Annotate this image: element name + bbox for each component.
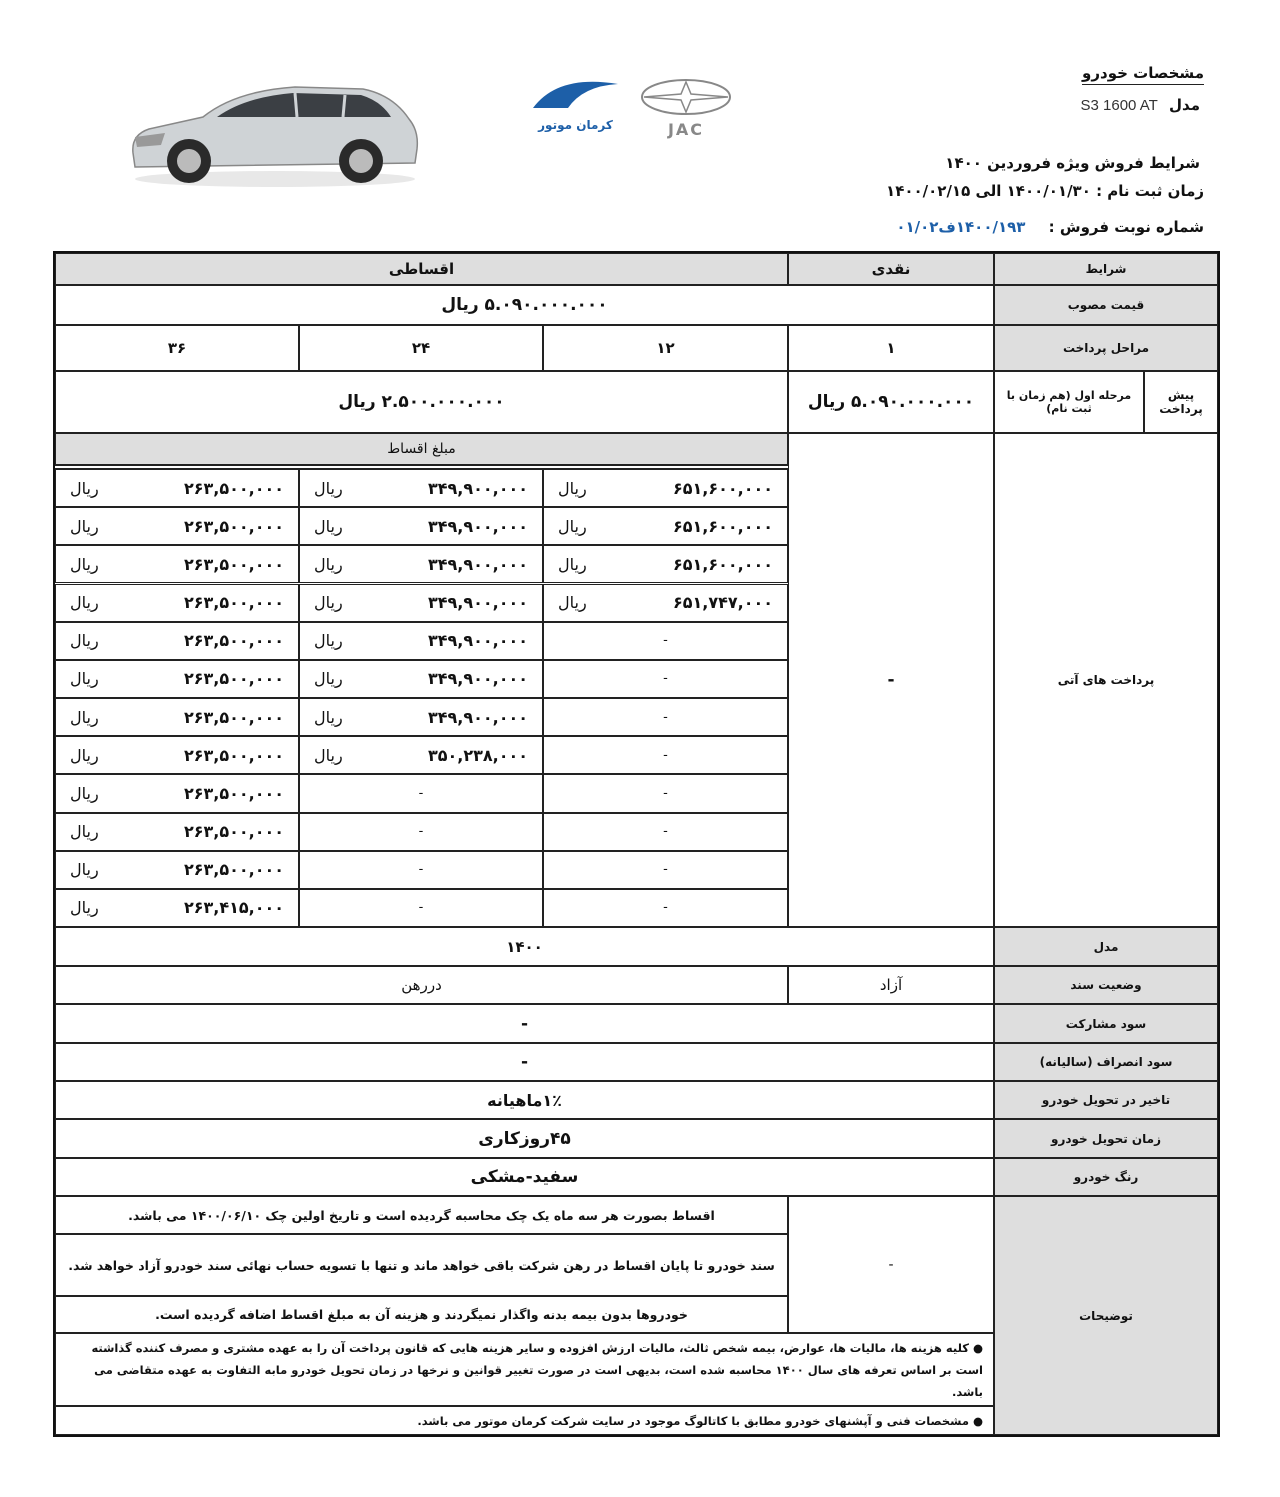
sale-number-label: شماره نوبت فروش : — [1048, 218, 1204, 236]
currency-label: ریال — [314, 478, 343, 498]
currency-label: ریال — [558, 516, 587, 536]
installment-amount: ۳۵۰,۲۳۸,۰۰۰ — [427, 745, 528, 765]
cancel-value: - — [55, 1043, 994, 1081]
currency-label: ریال — [70, 822, 99, 842]
installment-col24-row — [299, 622, 543, 660]
note-insurance: خودروها بدون بیمه بدنه واگذار نمیگردند و هزینه آن به مبلغ اقساط اضافه گردیده است. — [55, 1296, 788, 1333]
installment-col36-row — [55, 507, 299, 545]
first-stage-label: مرحله اول (هم زمان با ثبت نام) — [994, 371, 1144, 433]
installment-col36-row — [55, 698, 299, 736]
delay-value: ۱٪ماهیانه — [55, 1081, 994, 1119]
installment-col24-row — [299, 698, 543, 736]
stage-1: ۱ — [788, 325, 994, 371]
cash-header: نقدی — [788, 253, 994, 285]
model-label: مدل — [1169, 96, 1200, 114]
model-row-value: ۱۴۰۰ — [55, 927, 994, 966]
installment-col24-row — [299, 507, 543, 545]
installment-col36-row — [55, 622, 299, 660]
installment-amount: ۲۶۳,۵۰۰,۰۰۰ — [183, 745, 284, 765]
doc-installment: دررهن — [55, 966, 788, 1004]
model-line — [1081, 96, 1200, 114]
installment-col24-row — [299, 584, 543, 622]
installment-col36-row — [55, 736, 299, 774]
jac-logo — [636, 78, 736, 138]
installment-empty: - — [299, 851, 543, 889]
conditions-table — [53, 251, 1220, 1437]
installment-col12-row — [543, 469, 788, 507]
note-document: سند خودرو تا پایان اقساط در رهن شرکت باقی خواهد ماند و تنها با تسویه حساب نهائی سند خودرو آزاد خواهد شد. — [55, 1234, 788, 1296]
prepay-label: پیش پرداخت — [1144, 371, 1218, 433]
registration-period: زمان ثبت نام : ۱۴۰۰/۰۱/۳۰ الی ۱۴۰۰/۰۲/۱۵ — [886, 182, 1204, 200]
installment-col24-row — [299, 736, 543, 774]
sale-number-line — [896, 218, 1204, 236]
doc-label: وضعیت سند — [994, 966, 1218, 1004]
currency-label: ریال — [70, 516, 99, 536]
installment-amount: ۶۵۱,۶۰۰,۰۰۰ — [672, 554, 773, 574]
installment-header: اقساطی — [55, 253, 788, 285]
installment-empty: - — [543, 660, 788, 698]
currency-label: ریال — [70, 783, 99, 803]
currency-label: ریال — [314, 745, 343, 765]
installment-col36-row — [55, 660, 299, 698]
installment-amount: ۳۴۹,۹۰۰,۰۰۰ — [427, 707, 528, 727]
color-label: رنگ خودرو — [994, 1158, 1218, 1196]
notes-label: توضیحات — [994, 1196, 1218, 1435]
installment-amount: ۲۶۳,۴۱۵,۰۰۰ — [183, 898, 284, 918]
installment-empty: - — [543, 851, 788, 889]
installment-empty: - — [299, 813, 543, 851]
installment-amount: ۲۶۳,۵۰۰,۰۰۰ — [183, 593, 284, 613]
currency-label: ریال — [70, 669, 99, 689]
first-stage-cash: ۵.۰۹۰.۰۰۰.۰۰۰ ریال — [788, 371, 994, 433]
installment-col36-row — [55, 545, 299, 583]
currency-label: ریال — [314, 669, 343, 689]
installment-amount: ۲۶۳,۵۰۰,۰۰۰ — [183, 631, 284, 651]
installment-empty: - — [543, 889, 788, 927]
installment-amount: ۳۴۹,۹۰۰,۰۰۰ — [427, 554, 528, 574]
installment-col36-row — [55, 851, 299, 889]
installment-amount: ۲۶۳,۵۰۰,۰۰۰ — [183, 669, 284, 689]
kerman-motor-logo — [528, 78, 623, 138]
installment-col36-row — [55, 469, 299, 507]
installment-empty: - — [299, 889, 543, 927]
installment-empty: - — [299, 774, 543, 812]
price-label: قیمت مصوب — [994, 285, 1218, 325]
color-value: سفید-مشکی — [55, 1158, 994, 1196]
jac-star-icon — [638, 78, 734, 116]
currency-label: ریال — [70, 478, 99, 498]
installment-amount: ۲۶۳,۵۰۰,۰۰۰ — [183, 822, 284, 842]
installment-col36-row — [55, 813, 299, 851]
installment-col36-row — [55, 889, 299, 927]
installment-amount: ۶۵۱,۶۰۰,۰۰۰ — [672, 478, 773, 498]
installment-amount: ۲۶۳,۵۰۰,۰۰۰ — [183, 478, 284, 498]
installment-col12-row — [543, 545, 788, 583]
sale-number-value: ۱۴۰۰/۱۹۳ف۰۱/۰۲ — [896, 218, 1026, 236]
installment-amount: ۶۵۱,۷۴۷,۰۰۰ — [672, 593, 773, 613]
installment-amount: ۲۶۳,۵۰۰,۰۰۰ — [183, 783, 284, 803]
stage-36: ۳۶ — [55, 325, 299, 371]
model-value: S3 1600 AT — [1080, 97, 1158, 114]
car-image — [125, 75, 425, 190]
currency-label: ریال — [70, 898, 99, 918]
kerman-logo-text: کرمان موتور — [538, 118, 613, 132]
currency-label: ریال — [314, 707, 343, 727]
future-payments-label: پرداخت های آتی — [994, 433, 1218, 927]
installment-col36-row — [55, 584, 299, 622]
kerman-wave-icon — [528, 78, 623, 114]
installment-col12-row — [543, 507, 788, 545]
installment-col24-row — [299, 469, 543, 507]
currency-label: ریال — [70, 554, 99, 574]
installment-col12-row — [543, 584, 788, 622]
currency-label: ریال — [314, 631, 343, 651]
installment-empty: - — [543, 774, 788, 812]
sale-conditions: شرایط فروش ویژه فروردین ۱۴۰۰ — [945, 154, 1200, 172]
installment-amount: ۳۴۹,۹۰۰,۰۰۰ — [427, 516, 528, 536]
stage-24: ۲۴ — [299, 325, 543, 371]
currency-label: ریال — [558, 478, 587, 498]
installment-empty: - — [543, 813, 788, 851]
installment-empty: - — [543, 736, 788, 774]
currency-label: ریال — [314, 593, 343, 613]
installment-amount: ۲۶۳,۵۰۰,۰۰۰ — [183, 516, 284, 536]
model-row-label: مدل — [994, 927, 1218, 966]
conditions-header: شرایط — [994, 253, 1218, 285]
cancel-label: سود انصراف (سالیانه) — [994, 1043, 1218, 1081]
installment-amount: ۶۵۱,۶۰۰,۰۰۰ — [672, 516, 773, 536]
currency-label: ریال — [70, 860, 99, 880]
currency-label: ریال — [70, 593, 99, 613]
profit-value: - — [55, 1004, 994, 1043]
footnote-costs: ● کلیه هزینه ها، مالیات ها، عوارض، بیمه شخص ثالث، مالیات ارزش افزوده و سایر هزینه هایی که قانون پرداخت آن را به عهده مشتری و مصرف کننده گذاشته است بر اساس تعرفه های سال ۱۴۰۰ محاسبه شده است، بدیهی است در صورت تغییر قوانین و نرخها در زمان تحویل خودرو مابه التفاوت به عهده متقاضی می باشد. — [55, 1333, 994, 1406]
installment-amount: ۳۴۹,۹۰۰,۰۰۰ — [427, 631, 528, 651]
installment-amount: ۲۶۳,۵۰۰,۰۰۰ — [183, 554, 284, 574]
currency-label: ریال — [70, 745, 99, 765]
delivery-label: زمان تحویل خودرو — [994, 1119, 1218, 1158]
doc-cash: آزاد — [788, 966, 994, 1004]
first-stage-installment: ۲.۵۰۰.۰۰۰.۰۰۰ ریال — [55, 371, 788, 433]
currency-label: ریال — [558, 593, 587, 613]
installment-col36-row — [55, 774, 299, 812]
installments-amount-label: مبلغ اقساط — [55, 433, 788, 465]
future-payments-cash: - — [788, 433, 994, 927]
stages-label: مراحل پرداخت — [994, 325, 1218, 371]
price-value: ۵.۰۹۰.۰۰۰.۰۰۰ ریال — [55, 285, 994, 325]
installment-amount: ۳۴۹,۹۰۰,۰۰۰ — [427, 669, 528, 689]
note-checks: اقساط بصورت هر سه ماه یک چک محاسبه گردیده است و تاریخ اولین چک ۱۴۰۰/۰۶/۱۰ می باشد. — [55, 1196, 788, 1234]
installment-empty: - — [543, 698, 788, 736]
installment-amount: ۲۶۳,۵۰۰,۰۰۰ — [183, 707, 284, 727]
currency-label: ریال — [314, 554, 343, 574]
footnote-specs: ● مشخصات فنی و آپشنهای خودرو مطابق با کاتالوگ موجود در سایت شرکت کرمان موتور می باشد. — [55, 1406, 994, 1435]
jac-logo-text: JAC — [667, 120, 705, 139]
delivery-value: ۴۵روزکاری — [55, 1119, 994, 1158]
currency-label: ریال — [558, 554, 587, 574]
page-title: مشخصات خودرو — [1082, 64, 1204, 85]
stage-12: ۱۲ — [543, 325, 788, 371]
installment-amount: ۲۶۳,۵۰۰,۰۰۰ — [183, 860, 284, 880]
currency-label: ریال — [314, 516, 343, 536]
notes-cash: - — [788, 1196, 994, 1333]
profit-label: سود مشارکت — [994, 1004, 1218, 1043]
installment-col24-row — [299, 545, 543, 583]
installment-col24-row — [299, 660, 543, 698]
currency-label: ریال — [70, 707, 99, 727]
installment-amount: ۳۴۹,۹۰۰,۰۰۰ — [427, 478, 528, 498]
currency-label: ریال — [70, 631, 99, 651]
installment-empty: - — [543, 622, 788, 660]
installment-amount: ۳۴۹,۹۰۰,۰۰۰ — [427, 593, 528, 613]
delay-label: تاخیر در تحویل خودرو — [994, 1081, 1218, 1119]
